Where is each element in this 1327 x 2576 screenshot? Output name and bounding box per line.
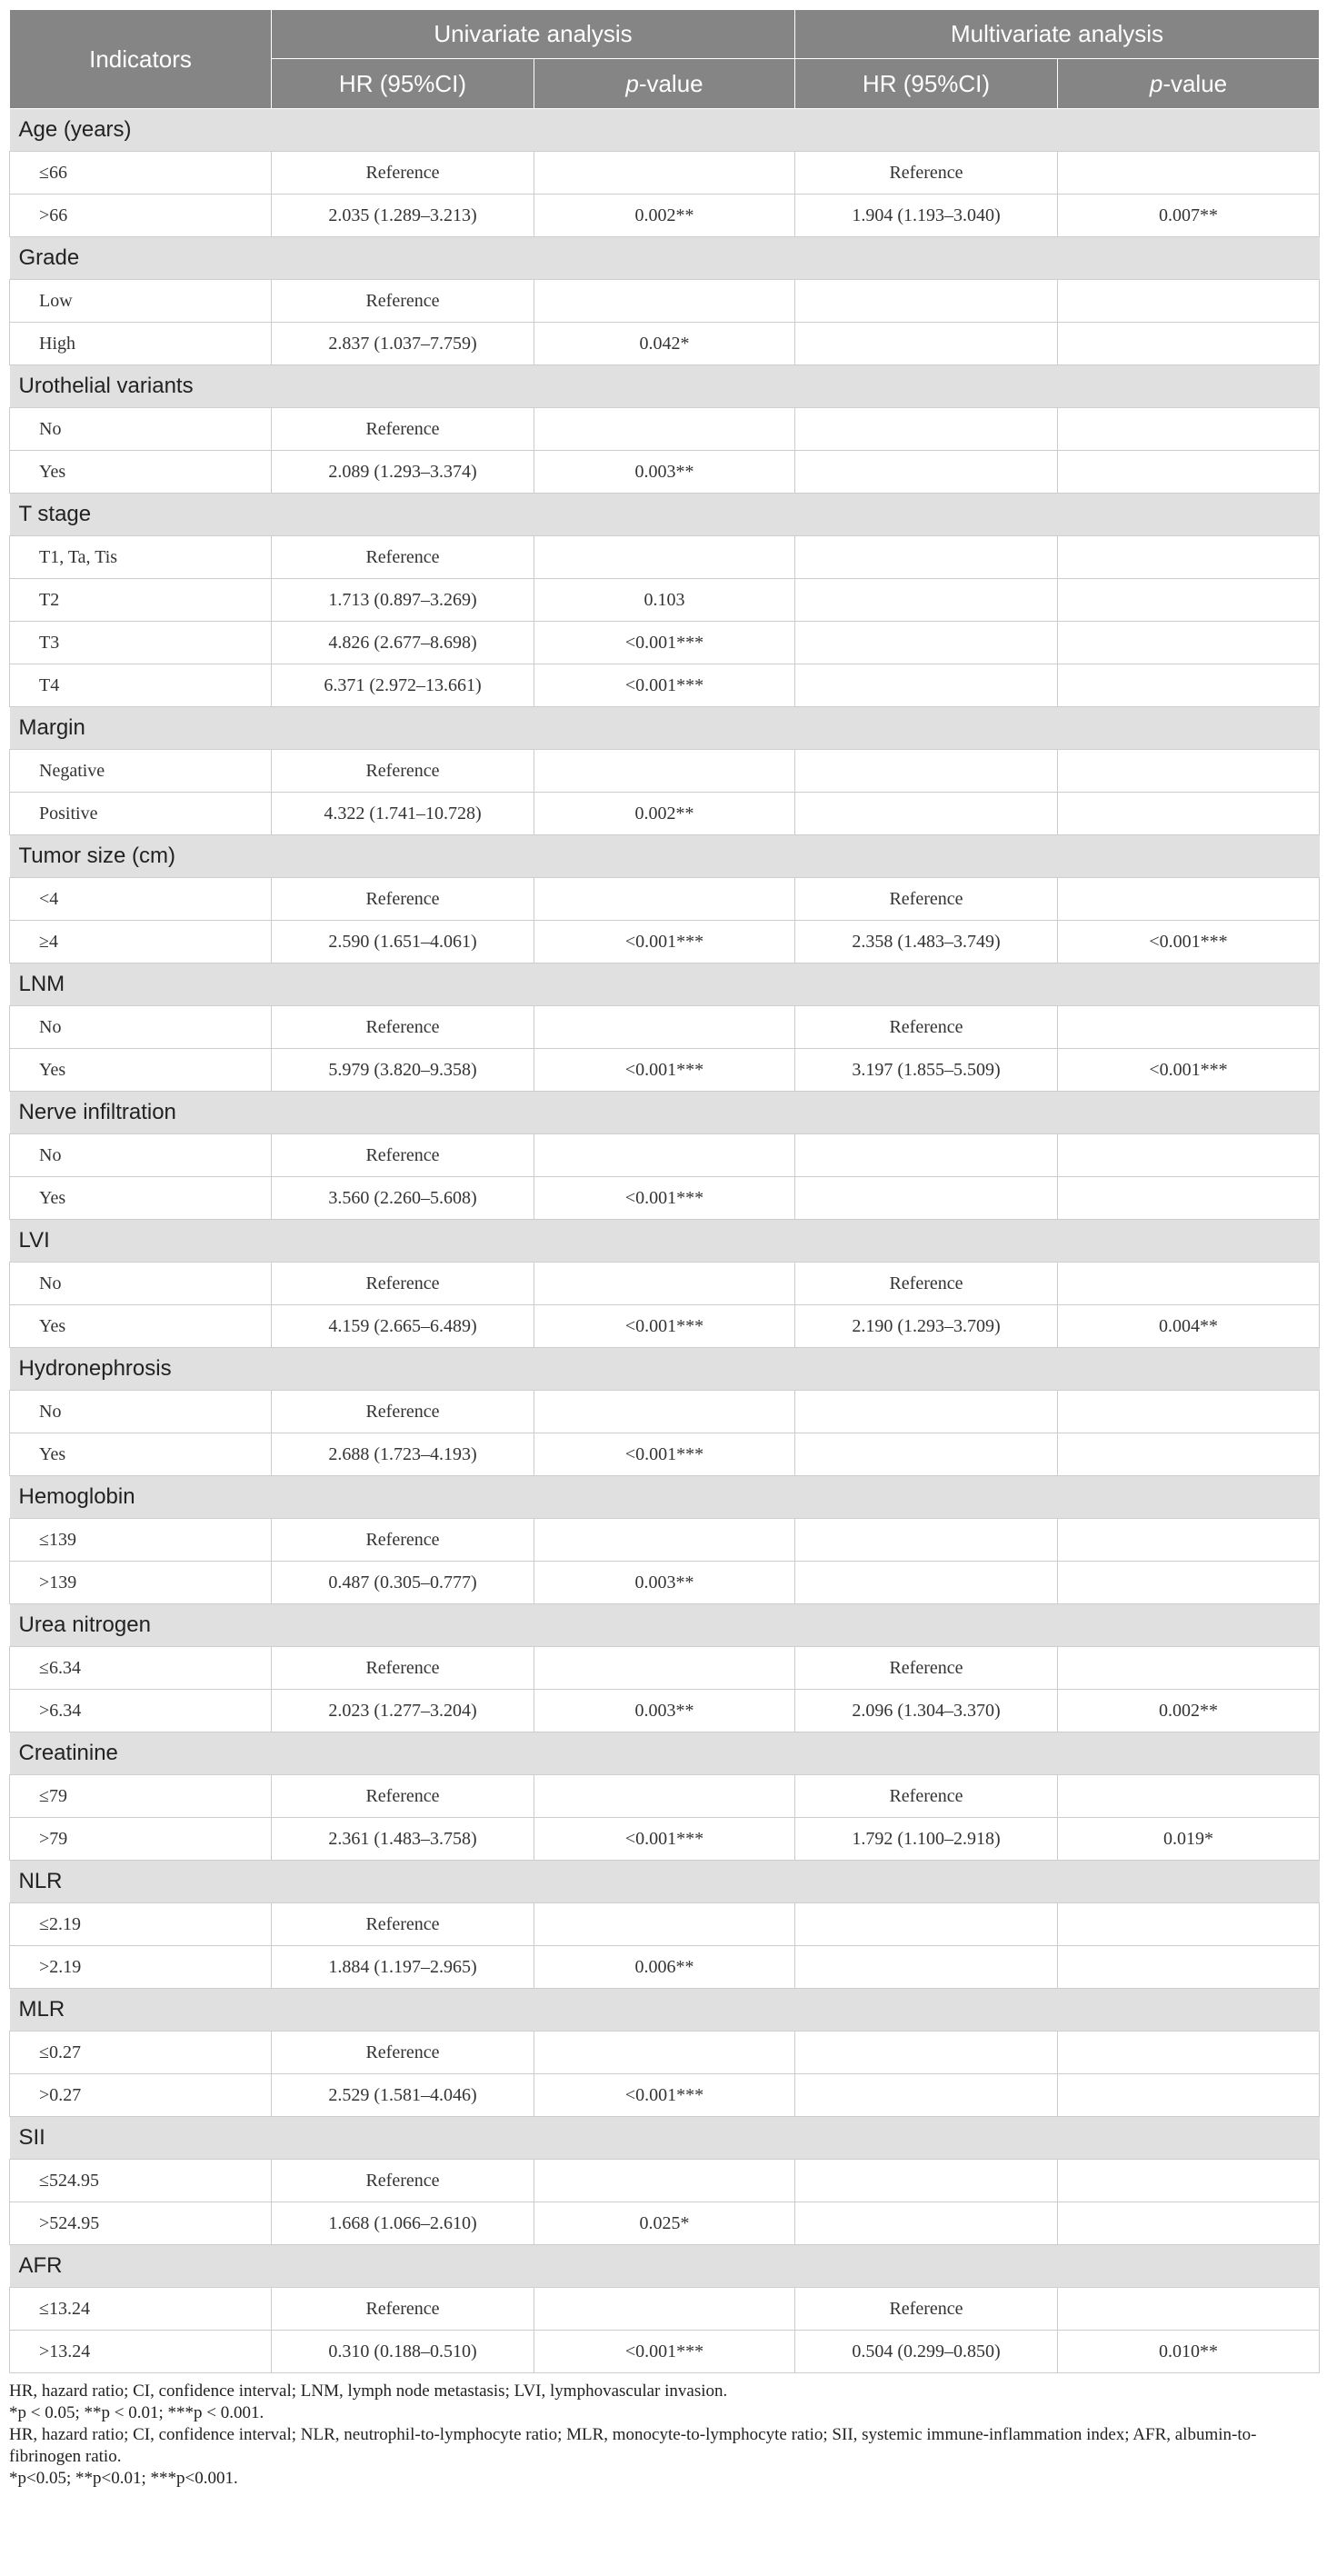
univariate-p: <0.001*** (534, 1818, 795, 1861)
univariate-p (534, 878, 795, 921)
category-label: MLR (10, 1989, 1320, 2032)
row-label: ≥4 (10, 921, 272, 964)
category-row (10, 1348, 1320, 1391)
table-row (10, 664, 1320, 707)
category-label: Nerve infiltration (10, 1092, 1320, 1134)
table-row (10, 1690, 1320, 1732)
table-row (10, 2331, 1320, 2373)
multivariate-hr: Reference (795, 1775, 1058, 1818)
row-label: ≤66 (10, 152, 272, 195)
multivariate-p (1058, 793, 1320, 835)
category-row (10, 1092, 1320, 1134)
table-row (10, 1006, 1320, 1049)
footnote-4: *p<0.05; **p<0.01; ***p<0.001. (9, 2469, 238, 2488)
univariate-p: 0.042* (534, 323, 795, 365)
multivariate-hr: Reference (795, 2288, 1058, 2331)
table-row (10, 921, 1320, 964)
multivariate-hr: Reference (795, 1263, 1058, 1305)
table-row (10, 1562, 1320, 1604)
footnote-2: *p < 0.05; **p < 0.01; ***p < 0.001. (9, 2403, 264, 2422)
table-row (10, 1903, 1320, 1946)
table-row (10, 1647, 1320, 1690)
multivariate-hr (795, 2074, 1058, 2117)
table-row (10, 1433, 1320, 1476)
univariate-hr: 2.529 (1.581–4.046) (272, 2074, 534, 2117)
row-label: >524.95 (10, 2202, 272, 2245)
category-row (10, 237, 1320, 280)
table-row (10, 1263, 1320, 1305)
multivariate-p (1058, 2160, 1320, 2202)
category-label: Age (years) (10, 109, 1320, 152)
category-label: Hydronephrosis (10, 1348, 1320, 1391)
multivariate-hr (795, 1903, 1058, 1946)
multivariate-hr (795, 280, 1058, 323)
multivariate-p (1058, 1519, 1320, 1562)
univariate-p (534, 2160, 795, 2202)
univariate-hr: Reference (272, 1647, 534, 1690)
multivariate-p: <0.001*** (1058, 921, 1320, 964)
row-label: >0.27 (10, 2074, 272, 2117)
table-row (10, 878, 1320, 921)
table-row (10, 408, 1320, 451)
univariate-p (534, 1391, 795, 1433)
multivariate-p (1058, 1433, 1320, 1476)
univariate-p: <0.001*** (534, 1049, 795, 1092)
category-row (10, 1989, 1320, 2032)
multivariate-p (1058, 750, 1320, 793)
multivariate-p (1058, 664, 1320, 707)
table-row (10, 1134, 1320, 1177)
univariate-hr: Reference (272, 1775, 534, 1818)
row-label: No (10, 1263, 272, 1305)
row-label: Positive (10, 793, 272, 835)
multivariate-hr: 3.197 (1.855–5.509) (795, 1049, 1058, 1092)
category-row (10, 1604, 1320, 1647)
row-label: ≤139 (10, 1519, 272, 1562)
table-row (10, 451, 1320, 494)
univariate-p: <0.001*** (534, 921, 795, 964)
category-row (10, 109, 1320, 152)
header-univariate-hr: HR (95%CI) (272, 59, 534, 109)
univariate-hr: Reference (272, 152, 534, 195)
row-label: T4 (10, 664, 272, 707)
footnote-3: HR, hazard ratio; CI, confidence interval; NLR, neutrophil-to-lymphocyte ratio; MLR, monocyte-to-lymphocyte ratio; SII, systemic immune-inflammation index; AFR, albumin-to-fibrinogen ratio. (9, 2425, 1257, 2466)
univariate-p (534, 408, 795, 451)
univariate-hr: 2.035 (1.289–3.213) (272, 195, 534, 237)
univariate-hr: 0.310 (0.188–0.510) (272, 2331, 534, 2373)
univariate-hr: Reference (272, 2032, 534, 2074)
category-label: Hemoglobin (10, 1476, 1320, 1519)
category-label: AFR (10, 2245, 1320, 2288)
univariate-p (534, 1775, 795, 1818)
multivariate-p (1058, 1647, 1320, 1690)
multivariate-hr: 1.792 (1.100–2.918) (795, 1818, 1058, 1861)
univariate-hr: Reference (272, 408, 534, 451)
table-row (10, 1946, 1320, 1989)
table-row (10, 323, 1320, 365)
row-label: Low (10, 280, 272, 323)
row-label: No (10, 1391, 272, 1433)
univariate-hr: 4.826 (2.677–8.698) (272, 622, 534, 664)
row-label: Negative (10, 750, 272, 793)
multivariate-p (1058, 1006, 1320, 1049)
category-label: NLR (10, 1861, 1320, 1903)
univariate-p: <0.001*** (534, 2074, 795, 2117)
multivariate-p (1058, 1903, 1320, 1946)
multivariate-hr (795, 664, 1058, 707)
table-row (10, 2032, 1320, 2074)
row-label: ≤6.34 (10, 1647, 272, 1690)
row-label: ≤2.19 (10, 1903, 272, 1946)
multivariate-p (1058, 1946, 1320, 1989)
multivariate-p (1058, 2202, 1320, 2245)
multivariate-hr (795, 451, 1058, 494)
univariate-p (534, 1903, 795, 1946)
multivariate-hr (795, 579, 1058, 622)
multivariate-hr (795, 750, 1058, 793)
row-label: >66 (10, 195, 272, 237)
table-row (10, 793, 1320, 835)
row-label: Yes (10, 1049, 272, 1092)
row-label: T3 (10, 622, 272, 664)
univariate-hr: Reference (272, 1903, 534, 1946)
multivariate-p (1058, 536, 1320, 579)
multivariate-p: 0.010** (1058, 2331, 1320, 2373)
header-multivariate: Multivariate analysis (795, 10, 1320, 59)
univariate-hr: 1.668 (1.066–2.610) (272, 2202, 534, 2245)
multivariate-p (1058, 280, 1320, 323)
univariate-p (534, 1263, 795, 1305)
univariate-p: <0.001*** (534, 2331, 795, 2373)
row-label: ≤524.95 (10, 2160, 272, 2202)
table-row (10, 2202, 1320, 2245)
multivariate-p (1058, 1134, 1320, 1177)
category-label: LNM (10, 964, 1320, 1006)
univariate-hr: 2.361 (1.483–3.758) (272, 1818, 534, 1861)
multivariate-p (1058, 1391, 1320, 1433)
row-label: Yes (10, 1305, 272, 1348)
univariate-hr: 1.884 (1.197–2.965) (272, 1946, 534, 1989)
row-label: T2 (10, 579, 272, 622)
header-multivariate-p (1058, 59, 1320, 109)
table-row (10, 1305, 1320, 1348)
multivariate-hr: 2.190 (1.293–3.709) (795, 1305, 1058, 1348)
row-label: No (10, 408, 272, 451)
multivariate-p: 0.007** (1058, 195, 1320, 237)
multivariate-hr (795, 1946, 1058, 1989)
multivariate-p (1058, 152, 1320, 195)
p-italic: p (1149, 69, 1163, 97)
category-label: Urothelial variants (10, 365, 1320, 408)
table-row (10, 1818, 1320, 1861)
multivariate-p: 0.004** (1058, 1305, 1320, 1348)
univariate-hr: Reference (272, 2160, 534, 2202)
multivariate-p (1058, 2074, 1320, 2117)
multivariate-hr (795, 2032, 1058, 2074)
multivariate-hr (795, 793, 1058, 835)
category-label: Tumor size (cm) (10, 835, 1320, 878)
univariate-p: 0.103 (534, 579, 795, 622)
univariate-p: <0.001*** (534, 664, 795, 707)
p-suffix: -value (1162, 69, 1228, 97)
table-body (10, 109, 1320, 2373)
table-row (10, 2074, 1320, 2117)
table-header (10, 10, 1320, 109)
univariate-p (534, 280, 795, 323)
footnote-1: HR, hazard ratio; CI, confidence interval; LNM, lymph node metastasis; LVI, lymphovascular invasion. (9, 2381, 728, 2401)
univariate-hr: Reference (272, 280, 534, 323)
univariate-p (534, 1519, 795, 1562)
category-row (10, 2117, 1320, 2160)
category-row (10, 707, 1320, 750)
multivariate-p (1058, 408, 1320, 451)
univariate-hr: Reference (272, 750, 534, 793)
univariate-p: 0.002** (534, 793, 795, 835)
table-row (10, 1775, 1320, 1818)
univariate-hr: Reference (272, 1134, 534, 1177)
multivariate-hr: 2.096 (1.304–3.370) (795, 1690, 1058, 1732)
table-footnotes (9, 2381, 1319, 2490)
univariate-hr: 6.371 (2.972–13.661) (272, 664, 534, 707)
row-label: ≤0.27 (10, 2032, 272, 2074)
row-label: ≤79 (10, 1775, 272, 1818)
multivariate-hr (795, 323, 1058, 365)
multivariate-hr (795, 408, 1058, 451)
univariate-p (534, 1647, 795, 1690)
row-label: >79 (10, 1818, 272, 1861)
univariate-hr: Reference (272, 1006, 534, 1049)
multivariate-hr: 0.504 (0.299–0.850) (795, 2331, 1058, 2373)
multivariate-hr: Reference (795, 1647, 1058, 1690)
multivariate-p (1058, 451, 1320, 494)
header-univariate: Univariate analysis (272, 10, 795, 59)
univariate-p (534, 750, 795, 793)
multivariate-p (1058, 1177, 1320, 1220)
univariate-p: <0.001*** (534, 1433, 795, 1476)
row-label: High (10, 323, 272, 365)
univariate-hr: 2.023 (1.277–3.204) (272, 1690, 534, 1732)
row-label: >6.34 (10, 1690, 272, 1732)
category-row (10, 1220, 1320, 1263)
multivariate-hr (795, 1562, 1058, 1604)
multivariate-hr (795, 1519, 1058, 1562)
univariate-p: 0.003** (534, 1690, 795, 1732)
multivariate-hr: Reference (795, 878, 1058, 921)
univariate-hr: 4.159 (2.665–6.489) (272, 1305, 534, 1348)
univariate-hr: 5.979 (3.820–9.358) (272, 1049, 534, 1092)
table-row (10, 1391, 1320, 1433)
table-row (10, 750, 1320, 793)
multivariate-p: 0.019* (1058, 1818, 1320, 1861)
univariate-hr: Reference (272, 1391, 534, 1433)
category-row (10, 835, 1320, 878)
multivariate-hr: Reference (795, 152, 1058, 195)
category-label: LVI (10, 1220, 1320, 1263)
univariate-p: 0.025* (534, 2202, 795, 2245)
univariate-hr: 2.089 (1.293–3.374) (272, 451, 534, 494)
multivariate-p (1058, 1263, 1320, 1305)
multivariate-p: 0.002** (1058, 1690, 1320, 1732)
multivariate-p (1058, 323, 1320, 365)
row-label: >13.24 (10, 2331, 272, 2373)
multivariate-p (1058, 622, 1320, 664)
univariate-p (534, 536, 795, 579)
multivariate-p (1058, 1775, 1320, 1818)
univariate-p: 0.002** (534, 195, 795, 237)
table-row (10, 1519, 1320, 1562)
univariate-hr: 3.560 (2.260–5.608) (272, 1177, 534, 1220)
multivariate-hr: 1.904 (1.193–3.040) (795, 195, 1058, 237)
multivariate-p: <0.001*** (1058, 1049, 1320, 1092)
row-label: Yes (10, 1177, 272, 1220)
univariate-hr: Reference (272, 1263, 534, 1305)
multivariate-p (1058, 878, 1320, 921)
category-label: T stage (10, 494, 1320, 536)
category-row (10, 1476, 1320, 1519)
univariate-p (534, 2288, 795, 2331)
category-row (10, 1861, 1320, 1903)
univariate-hr: Reference (272, 878, 534, 921)
row-label: No (10, 1134, 272, 1177)
table-row (10, 195, 1320, 237)
header-univariate-p (534, 59, 795, 109)
table-row (10, 1177, 1320, 1220)
multivariate-p (1058, 2288, 1320, 2331)
univariate-p (534, 1006, 795, 1049)
category-row (10, 494, 1320, 536)
category-label: Grade (10, 237, 1320, 280)
univariate-hr: 4.322 (1.741–10.728) (272, 793, 534, 835)
multivariate-hr: Reference (795, 1006, 1058, 1049)
univariate-p (534, 1134, 795, 1177)
header-multivariate-hr: HR (95%CI) (795, 59, 1058, 109)
multivariate-hr (795, 2160, 1058, 2202)
univariate-p: <0.001*** (534, 1305, 795, 1348)
category-row (10, 964, 1320, 1006)
row-label: ≤13.24 (10, 2288, 272, 2331)
table-row (10, 2160, 1320, 2202)
row-label: >139 (10, 1562, 272, 1604)
row-label: No (10, 1006, 272, 1049)
category-label: Creatinine (10, 1732, 1320, 1775)
univariate-p: 0.003** (534, 1562, 795, 1604)
row-label: Yes (10, 1433, 272, 1476)
multivariate-p (1058, 579, 1320, 622)
table-row (10, 2288, 1320, 2331)
univariate-hr: 0.487 (0.305–0.777) (272, 1562, 534, 1604)
multivariate-p (1058, 2032, 1320, 2074)
category-row (10, 365, 1320, 408)
table-row (10, 622, 1320, 664)
univariate-p (534, 152, 795, 195)
table-row (10, 152, 1320, 195)
p-italic: p (625, 69, 639, 97)
results-table-container (9, 9, 1319, 2490)
univariate-p: 0.006** (534, 1946, 795, 1989)
univariate-p (534, 2032, 795, 2074)
univariate-p: <0.001*** (534, 1177, 795, 1220)
row-label: Yes (10, 451, 272, 494)
univariate-hr: 1.713 (0.897–3.269) (272, 579, 534, 622)
multivariate-hr (795, 1177, 1058, 1220)
multivariate-hr (795, 1391, 1058, 1433)
p-suffix: -value (638, 69, 703, 97)
univariate-hr: 2.590 (1.651–4.061) (272, 921, 534, 964)
table-row (10, 280, 1320, 323)
category-label: Urea nitrogen (10, 1604, 1320, 1647)
row-label: <4 (10, 878, 272, 921)
univariate-p: 0.003** (534, 451, 795, 494)
multivariate-hr (795, 2202, 1058, 2245)
header-indicators: Indicators (10, 10, 272, 109)
multivariate-hr: 2.358 (1.483–3.749) (795, 921, 1058, 964)
category-row (10, 2245, 1320, 2288)
univariate-hr: 2.688 (1.723–4.193) (272, 1433, 534, 1476)
univariate-hr: Reference (272, 2288, 534, 2331)
multivariate-p (1058, 1562, 1320, 1604)
category-row (10, 1732, 1320, 1775)
table-row (10, 1049, 1320, 1092)
univariate-hr: Reference (272, 1519, 534, 1562)
multivariate-hr (795, 1134, 1058, 1177)
category-label: SII (10, 2117, 1320, 2160)
multivariate-hr (795, 1433, 1058, 1476)
univariate-hr: Reference (272, 536, 534, 579)
row-label: >2.19 (10, 1946, 272, 1989)
cox-regression-table (9, 9, 1320, 2373)
multivariate-hr (795, 536, 1058, 579)
univariate-hr: 2.837 (1.037–7.759) (272, 323, 534, 365)
table-row (10, 536, 1320, 579)
table-row (10, 579, 1320, 622)
category-label: Margin (10, 707, 1320, 750)
row-label: T1, Ta, Tis (10, 536, 272, 579)
multivariate-hr (795, 622, 1058, 664)
univariate-p: <0.001*** (534, 622, 795, 664)
